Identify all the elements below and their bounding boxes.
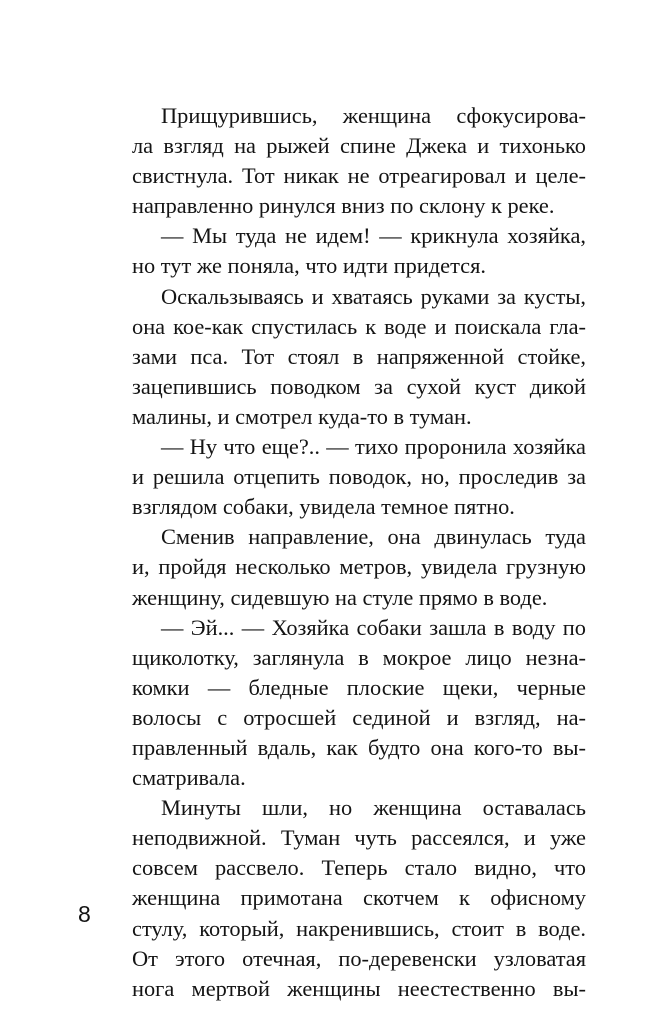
paragraph <box>132 101 586 221</box>
text-line: сматривала. <box>132 765 246 791</box>
paragraph <box>132 221 586 281</box>
text-line: неподвижной. Туман чуть рассеялся, и уже <box>132 825 586 851</box>
text-line: зами пса. Тот стоял в напряженной стойке, <box>132 343 586 369</box>
text-line: она кое-как спустилась к воде и поискала гла- <box>132 313 586 339</box>
text-line: и, пройдя несколько метров, увидела грузную <box>132 554 586 580</box>
text-line: От этого отечная, по-деревенски узловатая <box>132 945 586 971</box>
text-line: правленный вдаль, как будто она кого-то вы- <box>132 734 586 760</box>
text-line: нога мертвой женщины неестественно вы- <box>132 975 586 1001</box>
text-line: — Эй... — Хозяйка собаки зашла в воду по <box>161 614 586 640</box>
text-line: свистнула. Тот никак не отреагировал и целе- <box>132 163 586 189</box>
text-line: ла взгляд на рыжей спине Джека и тихонько <box>132 133 586 159</box>
text-line: совсем рассвело. Теперь стало видно, что <box>132 855 586 881</box>
text-line: комки — бледные плоские щеки, черные <box>132 674 586 700</box>
text-line: взглядом собаки, увидела темное пятно. <box>132 494 515 520</box>
text-line: Минуты шли, но женщина оставалась <box>161 795 586 821</box>
text-line: направленно ринулся вниз по склону к реке. <box>132 193 555 219</box>
page-number: 8 <box>78 901 91 927</box>
text-line: Сменив направление, она двинулась туда <box>161 524 586 550</box>
paragraph <box>132 793 586 1004</box>
paragraph <box>132 613 586 794</box>
body-text <box>132 101 586 1004</box>
text-line: и решила отцепить поводок, но, проследив за <box>132 464 586 490</box>
text-line: женщину, сидевшую на стуле прямо в воде. <box>132 584 548 610</box>
text-line: — Мы туда не идем! — крикнула хозяйка, <box>161 223 586 249</box>
text-line: зацепившись поводком за сухой куст дикой <box>132 373 586 399</box>
paragraph <box>132 282 586 432</box>
paragraph <box>132 522 586 612</box>
text-line: Прищурившись, женщина сфокусирова- <box>161 103 586 128</box>
text-line: женщина примотана скотчем к офисному <box>132 885 586 911</box>
text-line: малины, и смотрел куда-то в туман. <box>132 403 472 429</box>
text-line: Оскальзываясь и хватаясь руками за кусты, <box>161 283 586 309</box>
paragraph <box>132 432 586 522</box>
text-line: щиколотку, заглянула в мокрое лицо незна- <box>132 644 586 670</box>
text-line: стулу, который, накренившись, стоит в воде. <box>132 915 586 941</box>
text-line: но тут же поняла, что идти придется. <box>132 253 486 279</box>
text-line: волосы с отросшей сединой и взгляд, на- <box>132 704 586 730</box>
text-line: — Ну что еще?.. — тихо проронила хозяйка <box>161 434 586 460</box>
